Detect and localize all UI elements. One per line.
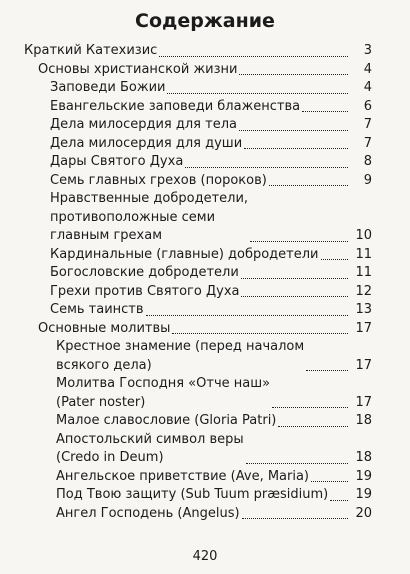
toc-entry-title (50, 116, 237, 135)
toc-entry-title (50, 98, 300, 117)
toc-entry-title (38, 61, 237, 80)
toc-entry-title (50, 283, 239, 302)
toc-entry-title (50, 264, 239, 283)
toc-entry-title (50, 246, 319, 265)
toc-entry-page: 7 (363, 135, 372, 151)
toc-entry-title (56, 431, 244, 468)
toc-entry-page: 19 (355, 487, 372, 502)
toc-entry-page: 18 (355, 413, 372, 428)
toc-entry-title-line: Евангельские заповеди блаженства (50, 98, 301, 114)
toc-entry-title-line: Грехи против Святого Духа (50, 283, 240, 299)
toc-entry-title-line: (Credo in Deum) (56, 450, 164, 465)
toc-entry-title-line: (Pater noster) (56, 394, 146, 410)
dot-leader (246, 463, 348, 464)
toc-entry-title-line: главным грехам (50, 228, 163, 243)
toc-entry-page: 6 (363, 98, 372, 114)
toc-entry-page: 17 (355, 394, 372, 410)
dot-leader (302, 111, 348, 112)
dot-leader (239, 74, 348, 75)
toc-entry-title-line: Семь таинств (50, 302, 144, 317)
toc-entry-page: 19 (355, 468, 372, 484)
dot-leader (311, 481, 348, 482)
dot-leader (330, 500, 348, 501)
toc-entry (0, 431, 410, 468)
toc-entry-title (50, 190, 248, 246)
toc-entry (0, 338, 410, 375)
toc-entry-title (56, 412, 276, 431)
toc-entry-title-line: Апостольский символ веры (56, 431, 244, 447)
dot-leader (239, 130, 348, 131)
toc-entry (0, 264, 410, 283)
dot-leader (272, 407, 348, 408)
toc-entry (0, 320, 410, 339)
toc-entry-title-line: Дела милосердия для тела (50, 117, 237, 132)
toc-entry (0, 61, 410, 80)
toc-entry-title-line: противоположные семи (50, 209, 216, 225)
toc-entry-page: 17 (355, 357, 372, 373)
toc-entry-title-line: Молитва Господня «Отче наш» (56, 376, 271, 391)
toc-entry (0, 246, 410, 265)
dot-leader (269, 185, 348, 186)
toc-entry-title-line: Под Твою защиту (Sub Tuum præsidium) (56, 487, 329, 502)
toc-entry-title (50, 79, 165, 98)
toc-entry-title (56, 486, 328, 505)
toc-entry-page: 17 (355, 320, 372, 336)
toc-entry-page: 11 (355, 246, 372, 262)
table-of-contents (0, 42, 410, 523)
toc-entry-page: 18 (355, 450, 372, 465)
dot-leader (185, 167, 348, 168)
toc-entry-page: 12 (355, 283, 372, 299)
toc-entry (0, 301, 410, 320)
toc-entry-page: 9 (363, 172, 372, 188)
toc-entry-title (50, 172, 267, 191)
toc-entry-title-line: Основные молитвы (38, 320, 171, 336)
toc-entry (0, 42, 410, 61)
toc-entry (0, 79, 410, 98)
toc-entry-title-line: Ангельское приветствие (Ave, Maria) (56, 468, 310, 484)
toc-entry-title-line: Дела милосердия для души (50, 135, 243, 151)
toc-entry-title (50, 301, 144, 320)
dot-leader (159, 56, 348, 57)
toc-entry-title-line: Дары Святого Духа (50, 154, 184, 169)
toc-entry-page: 3 (363, 43, 372, 58)
dot-leader (306, 370, 348, 371)
dot-leader (321, 259, 349, 260)
toc-entry-title-line: Крестное знамение (перед началом (56, 339, 305, 354)
toc-entry-title (56, 375, 270, 412)
toc-entry-title-line: Заповеди Божии (50, 80, 166, 95)
toc-entry-title-line: Богословские добродетели (50, 265, 239, 280)
toc-entry-page: 7 (363, 117, 372, 132)
toc-entry-title-line: Малое славословие (Gloria Patri) (56, 413, 277, 428)
page-title: Содержание (135, 10, 275, 32)
toc-entry (0, 98, 410, 117)
toc-entry-title (56, 338, 304, 375)
dot-leader (241, 296, 348, 297)
toc-entry-page: 13 (355, 302, 372, 317)
toc-entry-title-line: Основы христианской жизни (38, 61, 238, 77)
toc-entry-page: 8 (363, 154, 372, 169)
dot-leader (172, 333, 348, 334)
toc-entry (0, 116, 410, 135)
toc-entry-title-line: всякого дела) (56, 357, 152, 373)
toc-entry-title (56, 505, 240, 524)
toc-entry (0, 505, 410, 524)
toc-entry-title (50, 153, 183, 172)
toc-entry-title (50, 135, 242, 154)
toc-entry-page: 4 (363, 61, 372, 77)
toc-entry-title-line: Семь главных грехов (пороков) (50, 172, 267, 188)
dot-leader (167, 93, 348, 94)
toc-entry (0, 468, 410, 487)
toc-entry-title-line: Кардинальные (главные) добродетели (50, 246, 319, 262)
dot-leader (244, 148, 348, 149)
toc-entry-page: 20 (355, 505, 372, 521)
dot-leader (146, 315, 348, 316)
dot-leader (278, 426, 348, 427)
toc-entry (0, 153, 410, 172)
toc-entry-title-line: Нравственные добродетели, (50, 191, 249, 206)
toc-entry (0, 172, 410, 191)
toc-entry-title (24, 42, 157, 61)
dot-leader (250, 241, 348, 242)
toc-entry-title (56, 468, 309, 487)
toc-entry (0, 375, 410, 412)
toc-entry (0, 135, 410, 154)
toc-entry-title (38, 320, 170, 339)
dot-leader (242, 518, 348, 519)
toc-entry-page: 11 (355, 265, 372, 280)
toc-entry (0, 283, 410, 302)
dot-leader (241, 278, 348, 279)
page-number: 420 (192, 549, 218, 564)
toc-entry (0, 486, 410, 505)
toc-entry (0, 412, 410, 431)
toc-entry-title-line: Краткий Катехизис (24, 43, 158, 58)
toc-entry-title-line: Ангел Господень (Angelus) (56, 505, 240, 521)
toc-entry (0, 190, 410, 246)
toc-entry-page: 4 (363, 80, 372, 95)
toc-entry-page: 10 (355, 228, 372, 243)
